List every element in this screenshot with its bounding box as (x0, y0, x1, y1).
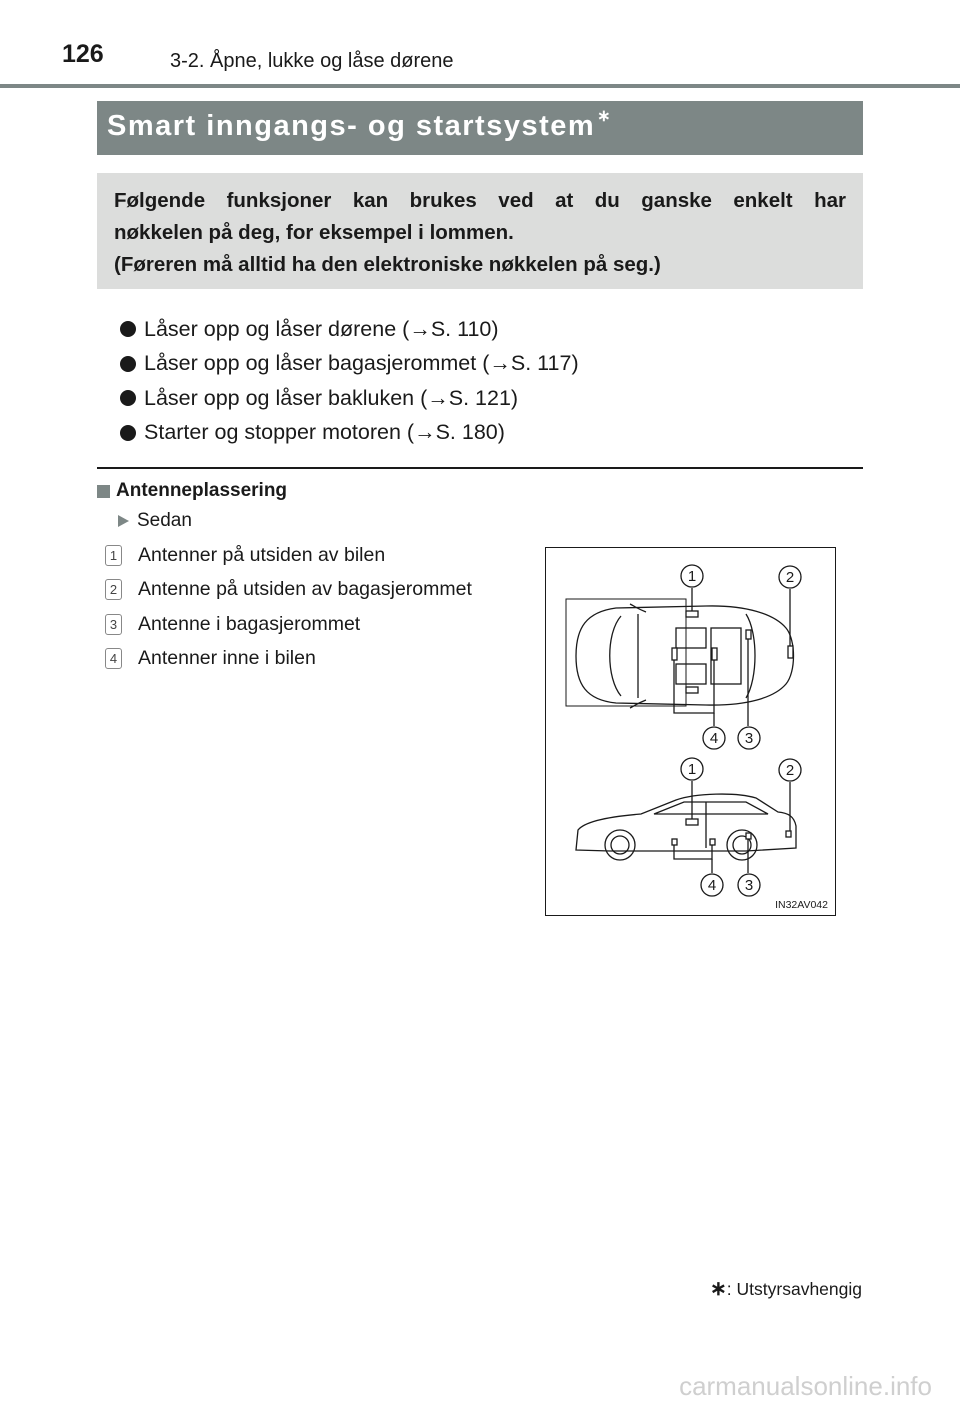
intro-line-2: nøkkelen på deg, for eksempel i lommen. (114, 221, 514, 244)
callout-number: 2 (785, 569, 795, 586)
callout-number: 1 (687, 761, 697, 778)
intro-line-3: (Føreren må alltid ha den elektroniske nøkkelen på seg.) (114, 253, 661, 276)
car-antenna-diagram (546, 548, 834, 914)
antenna-marker (686, 687, 698, 693)
subsection-heading-text: Antenneplassering (116, 480, 288, 501)
legend-item (105, 642, 535, 677)
legend-item (105, 573, 535, 608)
legend-text: Antenner på utsiden av bilen (138, 543, 386, 566)
bullet-dot-icon (120, 390, 136, 406)
callout-number: 2 (785, 762, 795, 779)
antenna-marker (746, 833, 751, 839)
footnote-asterisk: ∗ (710, 1278, 727, 1300)
antenna-marker (672, 648, 677, 660)
side-view-front-wheel (605, 830, 635, 860)
antenna-marker (686, 611, 698, 617)
legend-number: 3 (105, 614, 122, 635)
callout-number: 4 (707, 877, 717, 894)
feature-item (120, 416, 860, 451)
callout-number: 4 (709, 730, 719, 747)
footnote (710, 1276, 862, 1301)
antenna-location-figure (545, 547, 836, 916)
feature-text: Låser opp og låser bagasjerommet (→S. 117) (144, 351, 579, 376)
page-number: 126 (62, 40, 104, 68)
top-view-seat (676, 628, 706, 648)
side-view-rear-wheel (727, 830, 757, 860)
watermark: carmanualsonline.info (679, 1371, 932, 1401)
feature-list (120, 312, 860, 450)
top-view-inset-frame (566, 599, 686, 706)
antenna-marker (788, 646, 793, 658)
callout-number: 3 (744, 730, 754, 747)
bullet-dot-icon (120, 425, 136, 441)
antenna-legend (105, 538, 535, 676)
model-label-text: Sedan (137, 510, 192, 531)
page-title-text: Smart inngangs- og startsystem (107, 110, 596, 142)
feature-item (120, 347, 860, 382)
figure-code: IN32AV042 (775, 899, 828, 911)
feature-item (120, 381, 860, 416)
antenna-marker (746, 630, 751, 639)
antenna-marker (710, 839, 715, 845)
antenna-marker (672, 839, 677, 845)
page-title (107, 110, 612, 143)
top-view-rear-window (746, 614, 755, 698)
antenna-marker (786, 831, 791, 837)
feature-text: Starter og stopper motoren (→S. 180) (144, 420, 505, 445)
feature-text: Låser opp og låser dørene (→S. 110) (144, 316, 499, 341)
intro-box (97, 173, 863, 289)
title-asterisk: ∗ (597, 108, 613, 125)
square-marker-icon (97, 485, 110, 498)
legend-text: Antenne på utsiden av bagasjerommet (138, 578, 472, 601)
legend-item (105, 607, 535, 642)
top-view-car-body (576, 606, 794, 705)
footnote-text: : Utstyrsavhengig (726, 1279, 862, 1299)
callout-number: 3 (744, 877, 754, 894)
bullet-dot-icon (120, 356, 136, 372)
legend-item (105, 538, 535, 573)
subsection-heading (97, 480, 287, 502)
section-breadcrumb: 3-2. Åpne, lukke og låse dørene (170, 50, 454, 72)
top-view-seat (676, 664, 706, 684)
legend-text: Antenner inne i bilen (138, 647, 316, 670)
feature-text: Låser opp og låser bakluken (→S. 121) (144, 385, 519, 410)
top-view-windshield (610, 616, 621, 696)
legend-text: Antenne i bagasjerommet (138, 612, 361, 635)
legend-number: 4 (105, 648, 122, 669)
legend-number: 1 (105, 545, 122, 566)
section-divider (97, 467, 863, 469)
bullet-dot-icon (120, 321, 136, 337)
intro-text (114, 185, 846, 281)
side-view-windows (654, 802, 768, 814)
antenna-marker (686, 819, 698, 825)
callout-number: 1 (687, 568, 697, 585)
model-label (118, 510, 192, 532)
triangle-marker-icon (118, 515, 129, 527)
antenna-marker (712, 648, 717, 660)
legend-number: 2 (105, 579, 122, 600)
feature-item (120, 312, 860, 347)
header-rule (0, 84, 960, 88)
title-bar (97, 101, 863, 155)
intro-line-1: Følgende funksjoner kan brukes ved at du ganske enkelt har (114, 189, 846, 212)
